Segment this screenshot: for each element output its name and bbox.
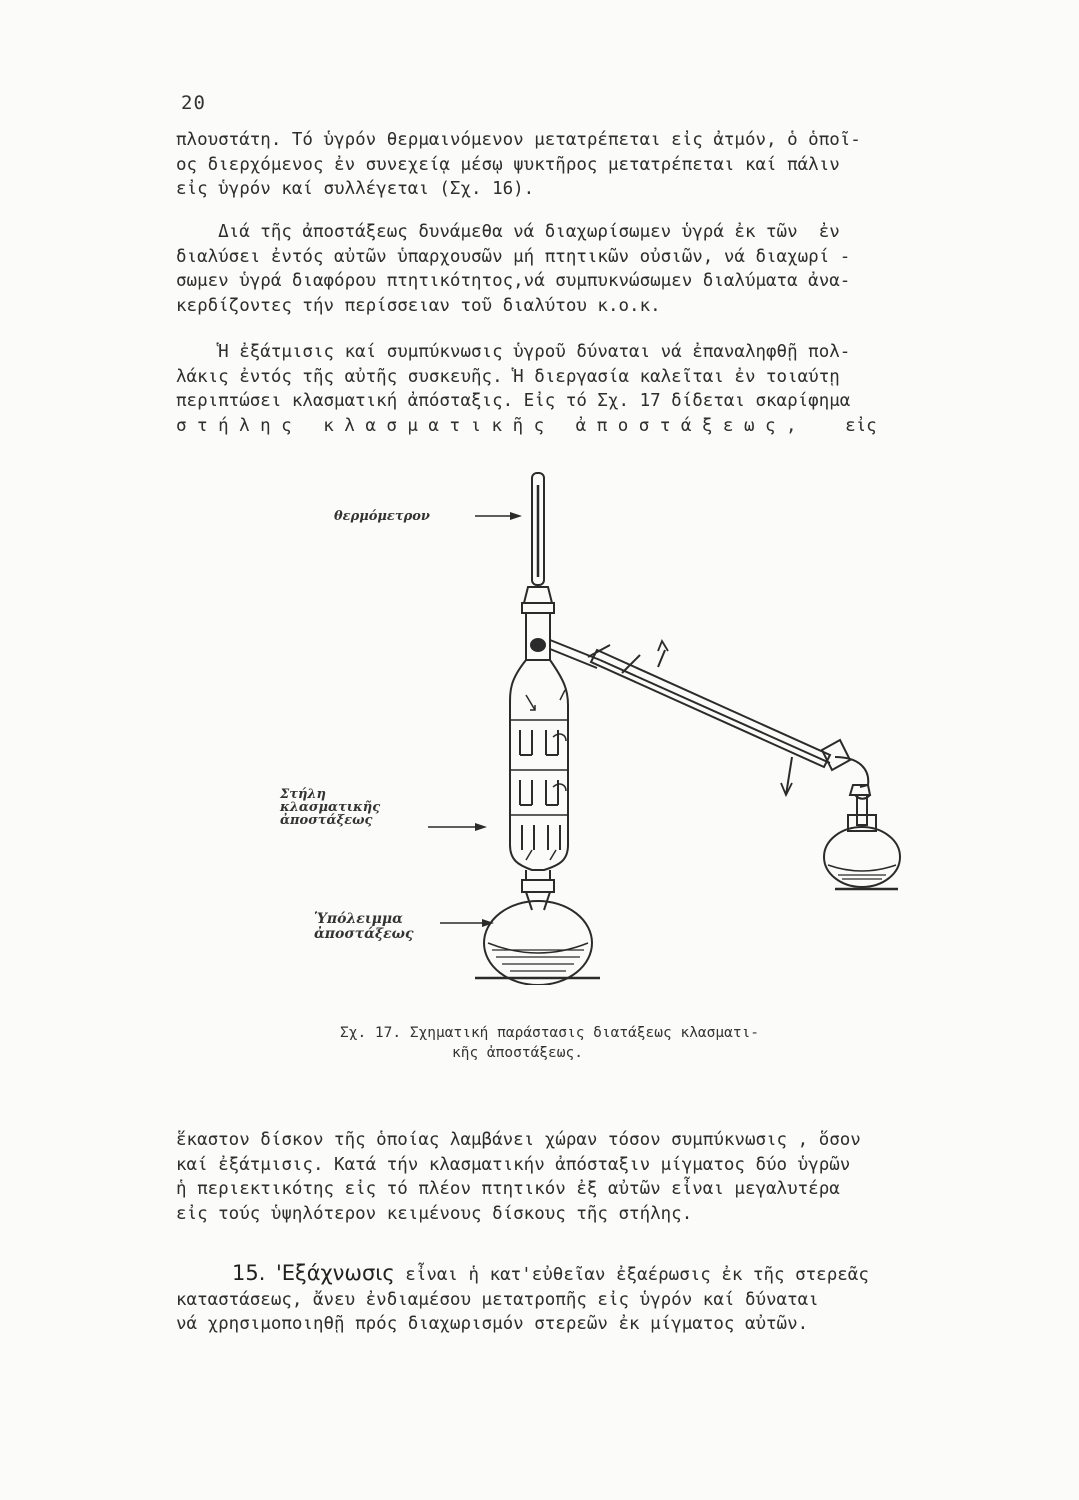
column-label	[280, 788, 380, 827]
residue-label-line: ἀποστάξεως	[314, 926, 414, 942]
boiling-flask	[484, 901, 592, 985]
paragraph-2-line: κερδίζοντες τήν περίσσειαν τοῦ διαλύτου κ.ο.κ.	[176, 295, 661, 316]
section-15-line: νά χρησιμοποιηθῇ πρός διαχωρισμόν στερεῶν ἐκ μίγματος αὐτῶν.	[176, 1314, 809, 1334]
paragraph-1	[176, 128, 1006, 202]
paragraph-4	[176, 1128, 1006, 1226]
paragraph-1-line: εἰς ὑγρόν καί συλλέγεται (Σχ. 16).	[176, 179, 535, 199]
paragraph-2	[176, 220, 1006, 318]
paragraph-3-line: Ἡ ἐξάτμισις καί συμπύκνωσις ὑγροῦ δύναται νά ἐπαναληφθῇ πολ-	[176, 342, 851, 362]
figure-caption	[340, 1023, 920, 1063]
section-number: 15.	[232, 1261, 266, 1285]
paragraph-4-line: ἕκαστον δίσκον τῆς ὁποίας λαμβάνει χώραν τόσον συμπύκνωσις , ὅσον	[176, 1130, 861, 1150]
section-15-heading-line	[176, 1261, 1006, 1288]
column-label-line: Στήλη	[280, 787, 326, 802]
paragraph-3-line: περιπτώσει κλασματική ἀπόσταξις. Εἰς τό Σχ. 17 δίδεται σκαρίφημα	[176, 391, 851, 411]
section-15-line: καταστάσεως, ἄνευ ἐνδιαμέσου μετατροπῆς εἰς ὑγρόν καί δύναται	[176, 1289, 819, 1310]
thermometer-label: θερμόμετρον	[334, 509, 430, 524]
paragraph-3-end: εἰς	[845, 415, 877, 436]
page-number: 20	[181, 92, 206, 114]
fractional-distillation-diagram	[270, 465, 1010, 985]
paragraph-2-line: σωμεν ὑγρά διαφόρου πτητικότητος,νά συμπυκνώσωμεν διαλύματα ἀνα-	[176, 271, 851, 291]
paragraph-2-line: Διά τῆς ἀποστάξεως δυνάμεθα νά διαχωρίσωμεν ὑγρά ἐκ τῶν ἐν	[176, 222, 840, 242]
receiver-flask	[824, 827, 900, 887]
paragraph-3-line: λάκις ἐντός τῆς αὐτῆς συσκευῆς. Ἡ διεργασία καλεῖται ἐν τοιαύτῃ	[176, 366, 840, 387]
paragraph-2-line: διαλύσει ἐντός αὐτῶν ὑπαρχουσῶν μή πτητικῶν οὐσιῶν, νά διαχωρί -	[176, 246, 851, 267]
paragraph-3-line-spaced	[176, 414, 1006, 439]
stopper	[524, 587, 552, 603]
fractionating-column	[510, 660, 568, 870]
paragraph-3	[176, 340, 1006, 438]
column-label-line: κλασματικῆς	[280, 800, 381, 815]
section-15-line-rest: εἶναι ἡ κατ'εὐθεῖαν ἐξαέρωσις ἐκ τῆς στερεᾶς	[405, 1265, 869, 1285]
spaced-emphasis: στήλης κλασματικῆς ἀποστάξεως,	[176, 415, 808, 436]
condenser	[588, 641, 850, 795]
paragraph-4-line: εἰς τούς ὑψηλότερον κειμένους δίσκους τῆς στήλης.	[176, 1203, 693, 1224]
paragraph-4-line: καί ἐξάτμισις. Κατά τήν κλασματικήν ἀπόσταξιν μίγματος δύο ὑγρῶν	[176, 1154, 851, 1175]
figure-17	[270, 465, 1010, 985]
residue-label-line: Ὑπόλειμμα	[314, 911, 403, 927]
paragraph-4-line: ἡ περιεκτικότης εἰς τό πλέον πτητικόν ἐξ αὐτῶν εἶναι μεγαλυτέρα	[176, 1179, 840, 1199]
column-label-line: ἀποστάξεως	[280, 813, 373, 828]
residue-label	[314, 912, 414, 942]
paragraph-1-line: ος διερχόμενος ἐν συνεχείᾳ μέσῳ ψυκτῆρος μετατρέπεται καί πάλιν	[176, 154, 840, 175]
caption-line: Σχ. 17. Σχηματική παράστασις διατάξεως κλασματι-	[340, 1025, 760, 1041]
section-15	[176, 1261, 1006, 1337]
paragraph-1-line: πλουστάτη. Τό ὑγρόν θερμαινόμενον μετατρέπεται εἰς ἀτμόν, ὁ ὁποῖ-	[176, 130, 861, 150]
caption-line: κῆς ἀποστάξεως.	[452, 1045, 583, 1061]
section-title: 'Εξάχνωσις	[275, 1261, 395, 1285]
